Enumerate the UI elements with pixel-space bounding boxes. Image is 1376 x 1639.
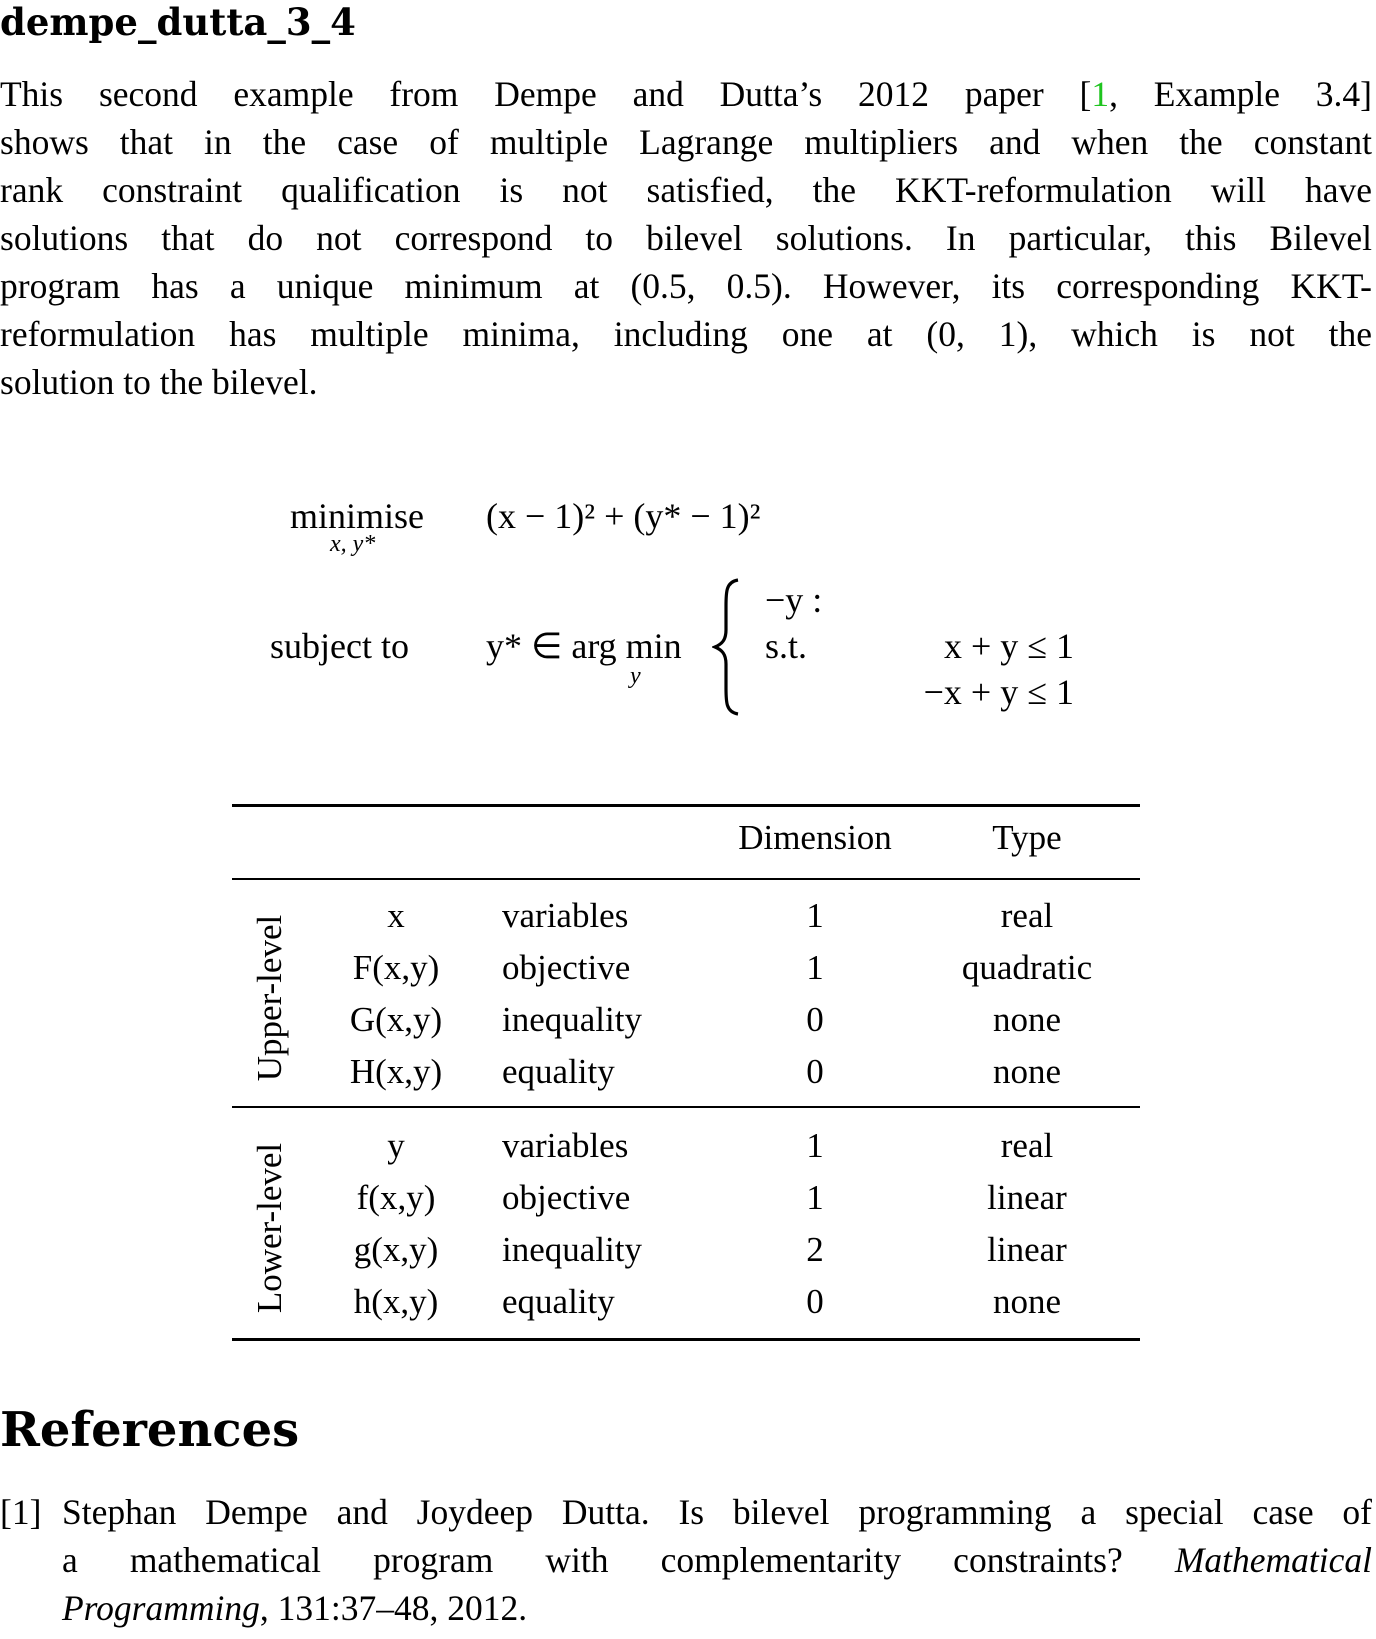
bilevel-formulation [0,480,1376,760]
table-cell-type: real [1000,1126,1054,1165]
table-top-rule [232,804,1140,807]
lower-level-label: Lower-level [250,1142,289,1314]
reference-journal: Mathematical [1174,1540,1372,1580]
references-heading: References [0,1402,300,1458]
table-cell-role: equality [502,1052,615,1091]
table-cell-symbol: x [387,896,405,935]
reference-journal: Programming [62,1588,260,1628]
minimise-subscript: x, y* [330,531,376,557]
table-cell-type: real [1000,896,1054,935]
subject-to-label: subject to [270,626,409,666]
section-title: dempe_dutta_3_4 [0,0,356,44]
table-mid-rule [232,1106,1140,1108]
table-cell-symbol: f(x,y) [356,1178,436,1217]
table-cell-dimension: 1 [806,1126,824,1165]
table-cell-type: linear [987,1178,1067,1217]
constraint-2: −x + y ≤ 1 [923,672,1074,712]
reference-text: , 131:37–48, 2012. [259,1588,528,1628]
table-cell-type: none [992,1282,1062,1321]
intro-line-6: reformulation has multiple minima, including one at (0, 1), which is not the [0,314,1372,354]
table-cell-role: variables [502,896,629,935]
lower-objective: −y : [765,580,823,620]
argmin-expression: y* ∈ arg min [486,626,682,666]
upper-objective: (x − 1)² + (y* − 1)² [486,496,761,536]
table-cell-role: variables [502,1126,629,1165]
table-cell-role: equality [502,1282,615,1321]
table-cell-dimension: 1 [806,948,824,987]
intro-line-5: program has a unique minimum at (0.5, 0.5). However, its corresponding KKT- [0,266,1372,306]
header-dimension: Dimension [738,818,892,857]
table-header-rule [232,878,1140,880]
table-cell-role: objective [502,948,631,987]
table-cell-symbol: G(x,y) [349,1000,443,1039]
intro-line-2: shows that in the case of multiple Lagrange multipliers and when the constant [0,122,1372,162]
reference-line-2 [62,1536,1372,1584]
header-type: Type [992,818,1062,857]
table-cell-type: quadratic [961,948,1093,987]
minimise-label: minimise [290,496,424,536]
table-bottom-rule [232,1338,1140,1341]
intro-line-4: solutions that do not correspond to bilevel solutions. In particular, this Bilevel [0,218,1372,258]
table-cell-symbol: g(x,y) [353,1230,439,1269]
intro-line-1 [0,70,1372,118]
table-cell-symbol: F(x,y) [352,948,440,987]
problem-dimensions-table [232,804,1140,1344]
reference-text: a mathematical program with complementarity constraints? [62,1540,1123,1580]
reference-line-1: Stephan Dempe and Joydeep Dutta. Is bilevel programming a special case of [62,1492,1372,1532]
table-cell-symbol: y [387,1126,405,1165]
table-cell-symbol: H(x,y) [349,1052,443,1091]
table-cell-type: linear [987,1230,1067,1269]
table-cell-role: inequality [502,1230,642,1269]
intro-paragraph [0,70,1372,406]
intro-text: , Example 3.4] [1109,74,1373,114]
table-cell-symbol: h(x,y) [353,1282,439,1321]
table-cell-dimension: 1 [806,896,824,935]
table-cell-type: none [992,1052,1062,1091]
intro-line-7: solution to the bilevel. [0,362,318,402]
reference-number: [1] [0,1492,42,1532]
table-cell-dimension: 0 [806,1000,824,1039]
citation-link[interactable]: 1 [1091,74,1110,114]
constraint-1: x + y ≤ 1 [943,626,1074,666]
intro-line-3: rank constraint qualification is not satisfied, the KKT-reformulation will have [0,170,1372,210]
table-cell-dimension: 0 [806,1052,824,1091]
table-cell-type: none [992,1000,1062,1039]
reference-line-3 [62,1584,1372,1632]
table-cell-role: objective [502,1178,631,1217]
intro-text: This second example from Dempe and Dutta’s 2012 paper [ [0,74,1092,114]
upper-level-label: Upper-level [250,914,289,1082]
table-cell-dimension: 0 [806,1282,824,1321]
argmin-subscript: y [630,663,641,689]
table-cell-dimension: 2 [806,1230,824,1269]
table-cell-role: inequality [502,1000,642,1039]
st-label: s.t. [765,626,808,666]
reference-body [62,1488,1372,1632]
table-cell-dimension: 1 [806,1178,824,1217]
left-brace-icon [712,578,742,716]
